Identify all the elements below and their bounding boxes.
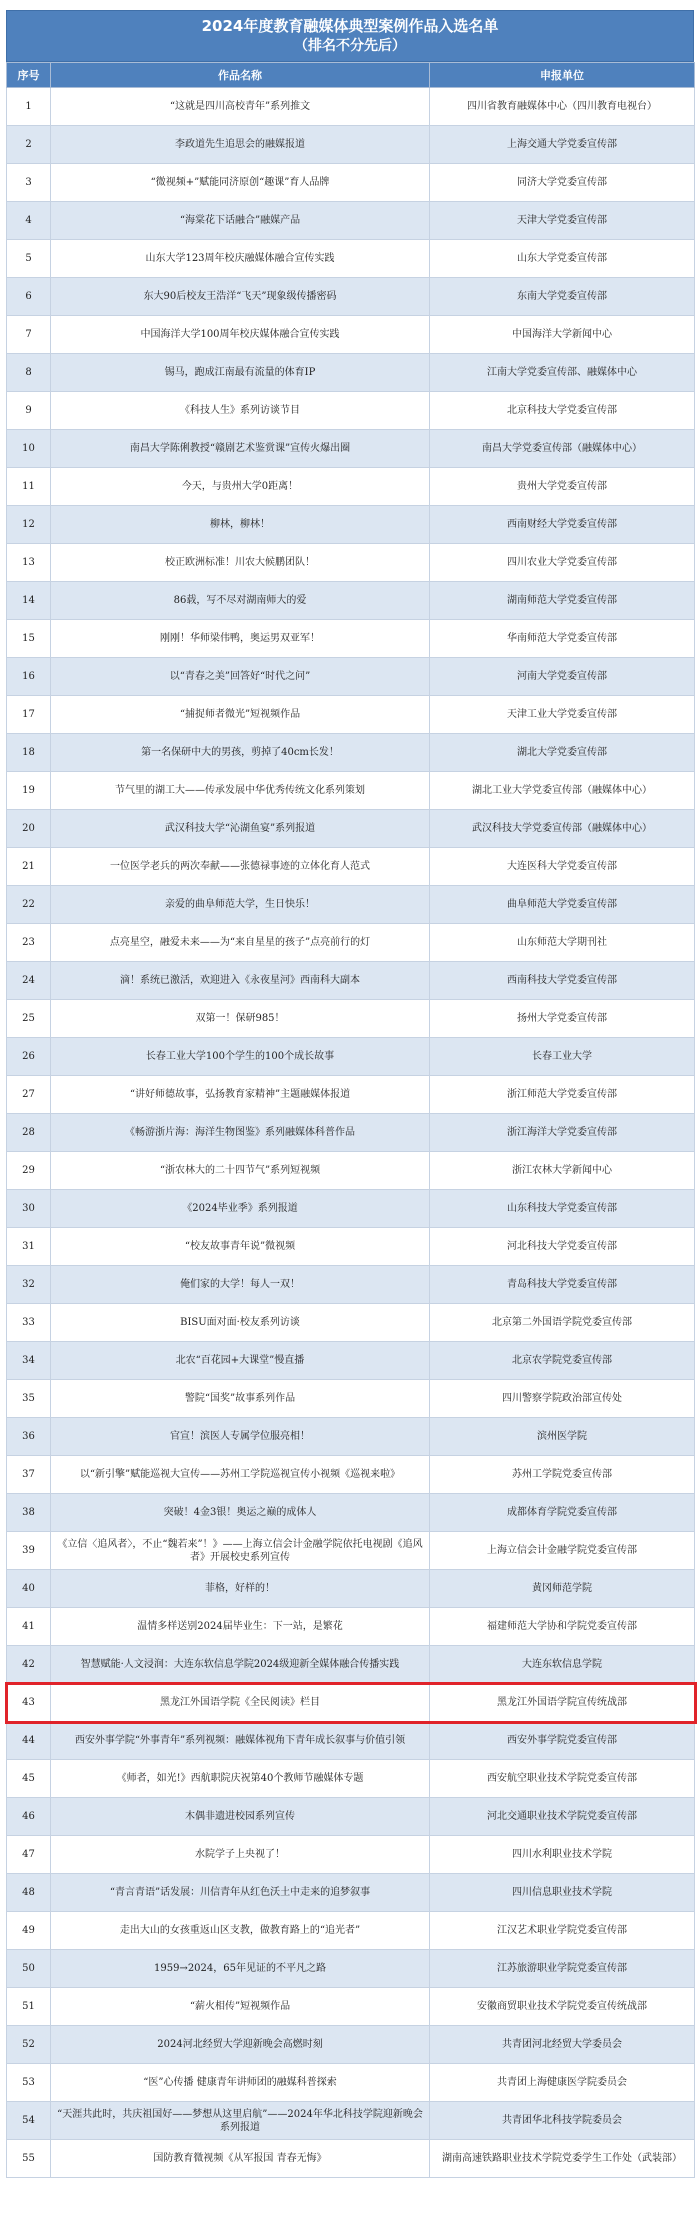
submitting-unit: 共青团河北经贸大学委员会 [430, 2026, 695, 2064]
row-number: 6 [7, 278, 51, 316]
submitting-unit: 山东师范大学期刊社 [430, 924, 695, 962]
table-row [7, 1570, 695, 1608]
row-number: 18 [7, 734, 51, 772]
submitting-unit: 四川省教育融媒体中心（四川教育电视台） [430, 88, 695, 126]
work-name: “海棠花下话融合”融媒产品 [51, 202, 430, 240]
work-name: 今天，与贵州大学0距离！ [51, 468, 430, 506]
work-name: 突破！4金3银！奥运之巅的成体人 [51, 1494, 430, 1532]
submitting-unit: 西安外事学院党委宣传部 [430, 1722, 695, 1760]
table-row [7, 1456, 695, 1494]
row-number: 25 [7, 1000, 51, 1038]
submitting-unit: 长春工业大学 [430, 1038, 695, 1076]
column-header-number: 序号 [7, 63, 51, 88]
work-name: 南昌大学陈俐教授“赣剧艺术鉴赏课”宣传火爆出圈 [51, 430, 430, 468]
submitting-unit: 上海立信会计金融学院党委宣传部 [430, 1532, 695, 1570]
submitting-unit: 天津工业大学党委宣传部 [430, 696, 695, 734]
row-number: 22 [7, 886, 51, 924]
submitting-unit: 北京农学院党委宣传部 [430, 1342, 695, 1380]
row-number: 16 [7, 658, 51, 696]
row-number: 41 [7, 1608, 51, 1646]
row-number: 13 [7, 544, 51, 582]
table-row [7, 696, 695, 734]
table-row [7, 2102, 695, 2140]
row-number: 28 [7, 1114, 51, 1152]
submitting-unit: 浙江农林大学新闻中心 [430, 1152, 695, 1190]
row-number: 26 [7, 1038, 51, 1076]
work-name: 中国海洋大学100周年校庆媒体融合宣传实践 [51, 316, 430, 354]
submitting-unit: 四川信息职业技术学院 [430, 1874, 695, 1912]
row-number: 48 [7, 1874, 51, 1912]
work-name: BISU面对面·校友系列访谈 [51, 1304, 430, 1342]
work-name: 走出大山的女孩重返山区支教，做教育路上的“追光者” [51, 1912, 430, 1950]
table-row [7, 88, 695, 126]
work-name: 警院“国奖”故事系列作品 [51, 1380, 430, 1418]
work-name: 《科技人生》系列访谈节目 [51, 392, 430, 430]
row-number: 40 [7, 1570, 51, 1608]
row-number: 49 [7, 1912, 51, 1950]
submitting-unit: 西安航空职业技术学院党委宣传部 [430, 1760, 695, 1798]
table-row [7, 582, 695, 620]
row-number: 23 [7, 924, 51, 962]
submitting-unit: 河南大学党委宣传部 [430, 658, 695, 696]
work-name: “捕捉师者微光”短视频作品 [51, 696, 430, 734]
table-row [7, 1988, 695, 2026]
submitting-unit: 黄冈师范学院 [430, 1570, 695, 1608]
submitting-unit: 湖南师范大学党委宣传部 [430, 582, 695, 620]
submitting-unit: 四川水利职业技术学院 [430, 1836, 695, 1874]
row-number: 37 [7, 1456, 51, 1494]
row-number: 15 [7, 620, 51, 658]
submitting-unit: 四川警察学院政治部宣传处 [430, 1380, 695, 1418]
work-name: 刚刚！华师梁伟鸭，奥运男双亚军！ [51, 620, 430, 658]
work-name: “青言青语”话发展：川信青年从红色沃土中走来的追梦叙事 [51, 1874, 430, 1912]
work-name: “浙农林大的二十四节气”系列短视频 [51, 1152, 430, 1190]
work-name: 李政道先生追思会的融媒报道 [51, 126, 430, 164]
submitting-unit: 湖北大学党委宣传部 [430, 734, 695, 772]
work-name: 亲爱的曲阜师范大学，生日快乐！ [51, 886, 430, 924]
list-document [6, 10, 694, 2178]
row-number: 50 [7, 1950, 51, 1988]
row-number: 11 [7, 468, 51, 506]
row-number: 20 [7, 810, 51, 848]
submitting-unit: 山东科技大学党委宣传部 [430, 1190, 695, 1228]
row-number: 9 [7, 392, 51, 430]
work-name: 菲格，好样的！ [51, 1570, 430, 1608]
table-row [7, 772, 695, 810]
table-row [7, 1380, 695, 1418]
table-row [7, 240, 695, 278]
work-name: 点亮星空，融爱未来——为“来自星星的孩子”点亮前行的灯 [51, 924, 430, 962]
work-name: 柳林，柳林！ [51, 506, 430, 544]
table-row [7, 1646, 695, 1684]
table-row [7, 1418, 695, 1456]
work-name: 国防教育微视频《从军报国 青春无悔》 [51, 2140, 430, 2178]
submitting-unit: 福建师范大学协和学院党委宣传部 [430, 1608, 695, 1646]
submitting-unit: 西南财经大学党委宣传部 [430, 506, 695, 544]
row-number: 14 [7, 582, 51, 620]
row-number: 2 [7, 126, 51, 164]
column-header-unit: 申报单位 [430, 63, 695, 88]
work-name: 以“新引擎”赋能巡视大宣传——苏州工学院巡视宣传小视频《巡视来啦》 [51, 1456, 430, 1494]
work-name: 《立信〈追风者〉，不止“魏若来”！》——上海立信会计金融学院依托电视剧《追风者》开展校史系列宣传 [51, 1532, 430, 1570]
table-row [7, 924, 695, 962]
row-number: 29 [7, 1152, 51, 1190]
row-number: 5 [7, 240, 51, 278]
table-row [7, 1836, 695, 1874]
work-name: “这就是四川高校青年”系列推文 [51, 88, 430, 126]
table-row [7, 1228, 695, 1266]
submitting-unit: 武汉科技大学党委宣传部（融媒体中心） [430, 810, 695, 848]
row-number: 1 [7, 88, 51, 126]
work-name: 锡马，跑成江南最有流量的体育IP [51, 354, 430, 392]
table-row [7, 1266, 695, 1304]
document-subtitle: （排名不分先后） [294, 38, 406, 54]
row-number: 32 [7, 1266, 51, 1304]
table-row [7, 316, 695, 354]
row-number: 30 [7, 1190, 51, 1228]
table-row [7, 1038, 695, 1076]
submitting-unit: 大连医科大学党委宣传部 [430, 848, 695, 886]
row-number: 47 [7, 1836, 51, 1874]
submitting-unit: 曲阜师范大学党委宣传部 [430, 886, 695, 924]
table-row [7, 354, 695, 392]
table-row [7, 1874, 695, 1912]
row-number: 4 [7, 202, 51, 240]
submitting-unit: 北京第二外国语学院党委宣传部 [430, 1304, 695, 1342]
work-name: 第一名保研中大的男孩，剪掉了40cm长发！ [51, 734, 430, 772]
work-name: 滴！系统已激活，欢迎进入《永夜星河》西南科大副本 [51, 962, 430, 1000]
row-number: 53 [7, 2064, 51, 2102]
table-row [7, 392, 695, 430]
table-row [7, 1190, 695, 1228]
submitting-unit: 华南师范大学党委宣传部 [430, 620, 695, 658]
work-name: 俺们家的大学！每人一双！ [51, 1266, 430, 1304]
row-number: 31 [7, 1228, 51, 1266]
work-name: “薪火相传”短视频作品 [51, 1988, 430, 2026]
submitting-unit: 安徽商贸职业技术学院党委宣传统战部 [430, 1988, 695, 2026]
submitting-unit: 湖南高速铁路职业技术学院党委学生工作处（武装部） [430, 2140, 695, 2178]
submitting-unit: 扬州大学党委宣传部 [430, 1000, 695, 1038]
table-row [7, 2064, 695, 2102]
table-row [7, 430, 695, 468]
table-row [7, 126, 695, 164]
work-name: “校友故事青年说”微视频 [51, 1228, 430, 1266]
work-name: 木偶非遗进校园系列宣传 [51, 1798, 430, 1836]
submitting-unit: 同济大学党委宣传部 [430, 164, 695, 202]
work-name: “天涯共此时，共庆祖国好——梦想从这里启航”——2024年华北科技学院迎新晚会系列报道 [51, 2102, 430, 2140]
row-number: 51 [7, 1988, 51, 2026]
row-number: 33 [7, 1304, 51, 1342]
submitting-unit: 西南科技大学党委宣传部 [430, 962, 695, 1000]
table-row [7, 202, 695, 240]
work-name: 官宣！滨医人专属学位服亮相！ [51, 1418, 430, 1456]
submitting-unit: 山东大学党委宣传部 [430, 240, 695, 278]
table-row [7, 278, 695, 316]
table-row [7, 1532, 695, 1570]
selection-table [6, 62, 695, 2178]
submitting-unit: 中国海洋大学新闻中心 [430, 316, 695, 354]
work-name: 武汉科技大学“沁湖鱼宴”系列报道 [51, 810, 430, 848]
row-number: 10 [7, 430, 51, 468]
document-title: 2024年度教育融媒体典型案例作品入选名单 [201, 17, 499, 35]
table-row [7, 1684, 695, 1722]
table-row [7, 1152, 695, 1190]
row-number: 52 [7, 2026, 51, 2064]
table-row [7, 848, 695, 886]
row-number: 43 [7, 1684, 51, 1722]
submitting-unit: 黑龙江外国语学院宣传统战部 [430, 1684, 695, 1722]
work-name: 一位医学老兵的两次奉献——张德禄事迹的立体化育人范式 [51, 848, 430, 886]
submitting-unit: 浙江海洋大学党委宣传部 [430, 1114, 695, 1152]
work-name: 86载，写不尽对湖南师大的爱 [51, 582, 430, 620]
table-row [7, 962, 695, 1000]
work-name: 双第一！保研985！ [51, 1000, 430, 1038]
submitting-unit: 天津大学党委宣传部 [430, 202, 695, 240]
table-row [7, 658, 695, 696]
table-row [7, 1494, 695, 1532]
work-name: 节气里的湖工大——传承发展中华优秀传统文化系列策划 [51, 772, 430, 810]
table-row [7, 620, 695, 658]
table-row [7, 1342, 695, 1380]
table-row [7, 1798, 695, 1836]
work-name: “讲好师德故事，弘扬教育家精神”主题融媒体报道 [51, 1076, 430, 1114]
submitting-unit: 北京科技大学党委宣传部 [430, 392, 695, 430]
submitting-unit: 江汉艺术职业学院党委宣传部 [430, 1912, 695, 1950]
row-number: 21 [7, 848, 51, 886]
work-name: 北农“百花园+大课堂”慢直播 [51, 1342, 430, 1380]
table-row [7, 810, 695, 848]
table-row [7, 886, 695, 924]
row-number: 36 [7, 1418, 51, 1456]
work-name: 西安外事学院“外事青年”系列视频：融媒体视角下青年成长叙事与价值引领 [51, 1722, 430, 1760]
row-number: 38 [7, 1494, 51, 1532]
submitting-unit: 南昌大学党委宣传部（融媒体中心） [430, 430, 695, 468]
work-name: 长春工业大学100个学生的100个成长故事 [51, 1038, 430, 1076]
document-header [6, 10, 694, 62]
row-number: 27 [7, 1076, 51, 1114]
submitting-unit: 贵州大学党委宣传部 [430, 468, 695, 506]
table-row [7, 1076, 695, 1114]
work-name: “医”心传播 健康青年讲师团的融媒科普探索 [51, 2064, 430, 2102]
row-number: 35 [7, 1380, 51, 1418]
work-name: 水院学子上央视了！ [51, 1836, 430, 1874]
row-number: 39 [7, 1532, 51, 1570]
row-number: 55 [7, 2140, 51, 2178]
table-row [7, 1760, 695, 1798]
table-row [7, 506, 695, 544]
table-row [7, 2026, 695, 2064]
work-name: 温情多样送别2024届毕业生：下一站，是繁花 [51, 1608, 430, 1646]
table-row [7, 164, 695, 202]
work-name: 智慧赋能·人文浸润：大连东软信息学院2024级迎新全媒体融合传播实践 [51, 1646, 430, 1684]
table-row [7, 1950, 695, 1988]
table-row [7, 734, 695, 772]
submitting-unit: 滨州医学院 [430, 1418, 695, 1456]
column-header-work: 作品名称 [51, 63, 430, 88]
row-number: 3 [7, 164, 51, 202]
table-body [7, 88, 695, 2178]
submitting-unit: 江苏旅游职业学院党委宣传部 [430, 1950, 695, 1988]
table-row [7, 2140, 695, 2178]
submitting-unit: 江南大学党委宣传部、融媒体中心 [430, 354, 695, 392]
work-name: 东大90后校友王浩洋“飞天”现象级传播密码 [51, 278, 430, 316]
submitting-unit: 青岛科技大学党委宣传部 [430, 1266, 695, 1304]
row-number: 42 [7, 1646, 51, 1684]
submitting-unit: 苏州工学院党委宣传部 [430, 1456, 695, 1494]
work-name: 《2024毕业季》系列报道 [51, 1190, 430, 1228]
row-number: 24 [7, 962, 51, 1000]
submitting-unit: 上海交通大学党委宣传部 [430, 126, 695, 164]
table-row [7, 1304, 695, 1342]
submitting-unit: 湖北工业大学党委宣传部（融媒体中心） [430, 772, 695, 810]
table-row [7, 1912, 695, 1950]
submitting-unit: 河北交通职业技术学院党委宣传部 [430, 1798, 695, 1836]
row-number: 45 [7, 1760, 51, 1798]
submitting-unit: 成都体育学院党委宣传部 [430, 1494, 695, 1532]
submitting-unit: 四川农业大学党委宣传部 [430, 544, 695, 582]
row-number: 46 [7, 1798, 51, 1836]
work-name: 校正欧洲标准！川农大候鹏团队！ [51, 544, 430, 582]
submitting-unit: 共青团华北科技学院委员会 [430, 2102, 695, 2140]
table-row [7, 1608, 695, 1646]
work-name: 以“青春之美”回答好“时代之问” [51, 658, 430, 696]
row-number: 44 [7, 1722, 51, 1760]
work-name: “微视频+”赋能同济原创“趣课”育人品牌 [51, 164, 430, 202]
row-number: 12 [7, 506, 51, 544]
work-name: 《畅游浙片海：海洋生物图鉴》系列融媒体科普作品 [51, 1114, 430, 1152]
work-name: 2024河北经贸大学迎新晚会高燃时刻 [51, 2026, 430, 2064]
table-row [7, 468, 695, 506]
work-name: 1959→2024，65年见证的不平凡之路 [51, 1950, 430, 1988]
row-number: 7 [7, 316, 51, 354]
submitting-unit: 东南大学党委宣传部 [430, 278, 695, 316]
row-number: 19 [7, 772, 51, 810]
row-number: 34 [7, 1342, 51, 1380]
submitting-unit: 大连东软信息学院 [430, 1646, 695, 1684]
table-row [7, 1000, 695, 1038]
row-number: 54 [7, 2102, 51, 2140]
table-row [7, 1114, 695, 1152]
submitting-unit: 浙江师范大学党委宣传部 [430, 1076, 695, 1114]
row-number: 8 [7, 354, 51, 392]
table-header-row [7, 63, 695, 88]
table-row [7, 1722, 695, 1760]
row-number: 17 [7, 696, 51, 734]
table-row [7, 544, 695, 582]
submitting-unit: 共青团上海健康医学院委员会 [430, 2064, 695, 2102]
submitting-unit: 河北科技大学党委宣传部 [430, 1228, 695, 1266]
work-name: 《师者，如光!》西航职院庆祝第40个教师节融媒体专题 [51, 1760, 430, 1798]
work-name: 山东大学123周年校庆融媒体融合宣传实践 [51, 240, 430, 278]
work-name: 黑龙江外国语学院《全民阅读》栏目 [51, 1684, 430, 1722]
